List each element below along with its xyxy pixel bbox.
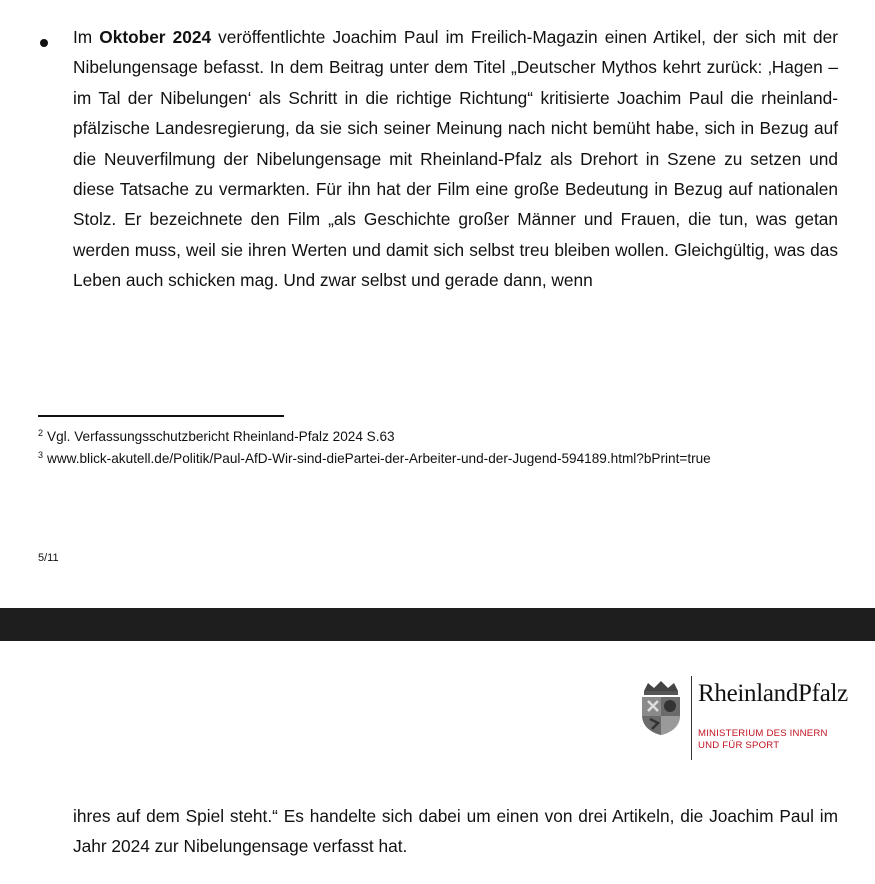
footnote-3 (38, 446, 818, 468)
footnote-number: 3 (38, 450, 44, 460)
ministry-name (698, 728, 828, 752)
page-number: 5/11 (38, 552, 59, 564)
footnote-number: 2 (38, 428, 44, 438)
ministry-line-2: UND FÜR SPORT (698, 740, 780, 751)
coat-of-arms-icon (638, 679, 684, 735)
footnote-divider (38, 415, 284, 417)
continuation-paragraph: ihres auf dem Spiel steht.“ Es handelte sich dabei um einen von drei Artikeln, die Joachim Paul im Jahr 2024 zur Nibelungensage verfasst hat. (73, 806, 838, 857)
paragraph-text (73, 22, 838, 296)
paragraph-body: veröffentlichte Joachim Paul im Freilich-Magazin einen Artikel, der sich mit der Nibelungensage befasst. In dem Beitrag unter dem Titel „Deutscher Mythos kehrt zurück: ‚Hagen – im Tal der Nibelungen‘ als Schritt in die richtige Richtung“ kritisierte Joachim Paul die rheinland-pfälzische Landesregierung, da sie sich seiner Meinung nach nicht bemüht habe, sich in Bezug auf die Neuverfilmung der Nibelungensage mit Rheinland-Pfalz als Drehort in Szene zu setzen und diese Tatsache zu vermarkten. Für ihn hat der Film eine große Bedeutung in Bezug auf nationalen Stolz. Er bezeichnete den Film „als Geschichte großer Männer und Frauen, die tun, was getan werden muss, weil sie ihren Werten und damit sich selbst treu bleiben wollen. Gleichgültig, was das Leben auch schicken mag. Und zwar selbst und gerade dann, wenn (73, 27, 838, 291)
footnotes (38, 424, 818, 468)
ministry-line-1: MINISTERIUM DES INNERN (698, 728, 828, 739)
rheinland-pfalz-logo (638, 676, 863, 762)
footnote-text: www.blick-akutell.de/Politik/Paul-AfD-Wir-sind-diePartei-der-Arbeiter-und-der-Jugend-594189.html?bPrint=true (47, 451, 711, 466)
logo-divider (691, 676, 692, 760)
footnote-2 (38, 424, 818, 446)
page-separator (0, 608, 875, 641)
logo-wordmark: RheinlandPfalz (698, 680, 848, 707)
bullet-paragraph (38, 22, 838, 296)
bullet-icon (40, 39, 48, 47)
paragraph-date-bold: Oktober 2024 (99, 27, 212, 47)
paragraph-prefix: Im (73, 27, 100, 47)
footnote-text: Vgl. Verfassungsschutzbericht Rheinland-Pfalz 2024 S.63 (47, 429, 395, 444)
